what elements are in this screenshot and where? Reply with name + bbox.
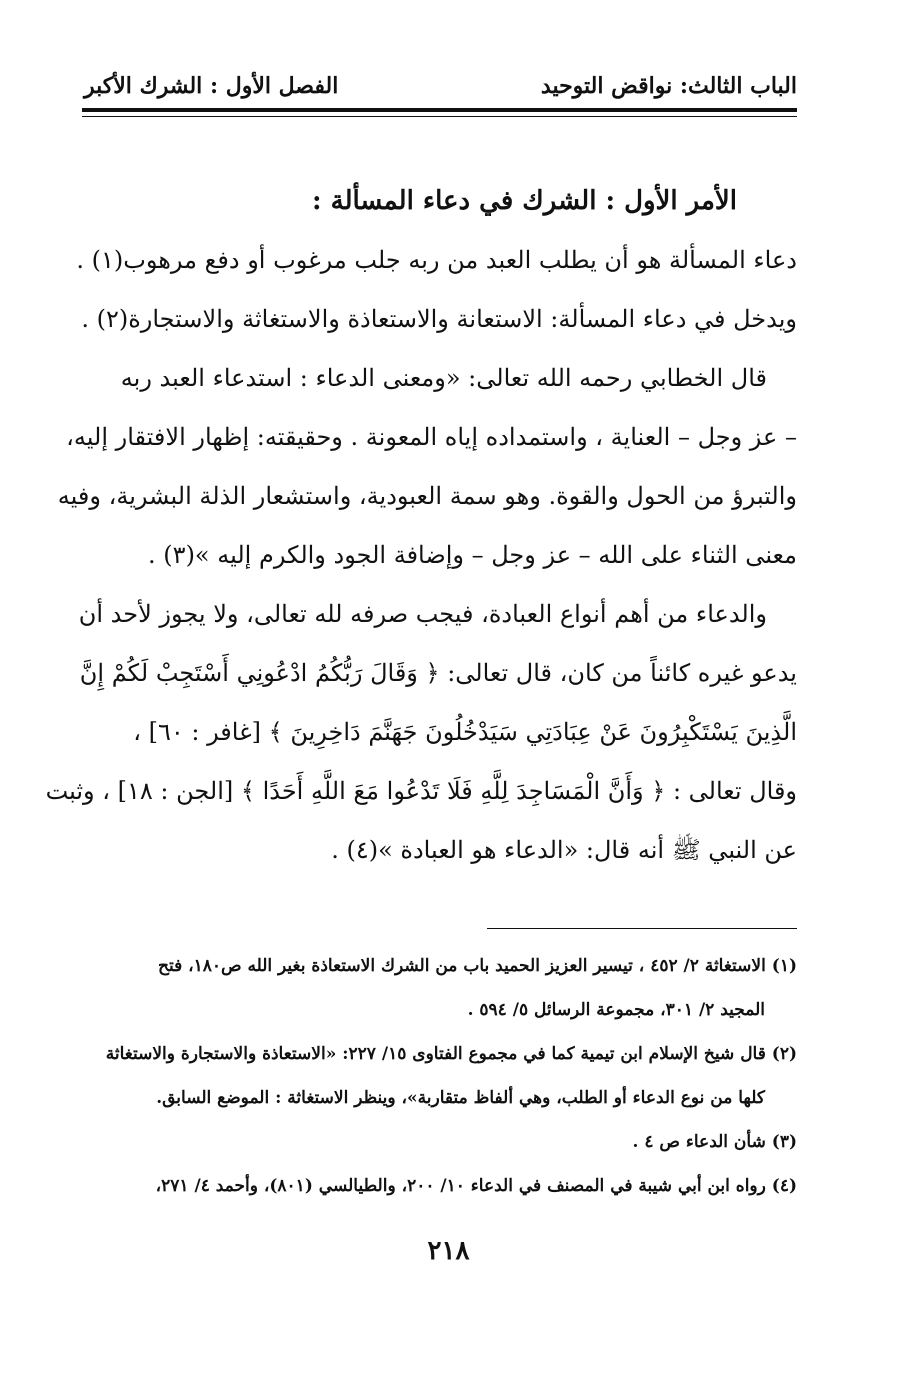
footnote-2: (٢) قال شيخ الإسلام ابن تيمية كما في مجموع الفتاوى ١٥/ ٢٢٧: «الاستعاذة والاستجارة والاستغاثة: [105, 1044, 797, 1064]
running-header: [84, 70, 797, 102]
body-line-2: ويدخل في دعاء المسألة: الاستعانة والاستعاذة والاستغاثة والاستجارة(٢) .: [81, 305, 797, 333]
body-line-7: والدعاء من أهم أنواع العبادة، فيجب صرفه لله تعالى، ولا يجوز لأحد أن: [78, 600, 767, 628]
footnote-1: (١) الاستغاثة ٢/ ٤٥٢ ، تيسير العزيز الحميد باب من الشرك الاستعاذة بغير الله ص١٨٠، فتح: [157, 956, 797, 976]
footnote-separator: [487, 928, 797, 929]
header-rule-thick: [82, 108, 797, 112]
footnote-1-continued: المجيد ٢/ ٣٠١، مجموعة الرسائل ٥/ ٥٩٤ .: [467, 1000, 765, 1020]
body-line-3: قال الخطابي رحمه الله تعالى: «ومعنى الدعاء : استدعاء العبد ربه: [120, 364, 767, 392]
body-line-4: – عز وجل – العناية ، واستمداده إياه المعونة . وحقيقته: إظهار الافتقار إليه،: [66, 423, 797, 451]
body-line-9: الَّذِينَ يَسْتَكْبِرُونَ عَنْ عِبَادَتِي سَيَدْخُلُونَ جَهَنَّمَ دَاخِرِينَ ﴾ [غافر : ٦٠] ،: [133, 718, 797, 746]
footnotes: [84, 944, 797, 1208]
body-line-5: والتبرؤ من الحول والقوة. وهو سمة العبودية، واستشعار الذلة البشرية، وفيه: [57, 482, 797, 510]
body-line-11: عن النبي ﷺ أنه قال: «الدعاء هو العبادة »(٤) .: [331, 836, 797, 864]
chapter-title: الباب الثالث: نواقض التوحيد: [540, 73, 797, 99]
header-rule-thin: [82, 116, 797, 117]
body-line-6: معنى الثناء على الله – عز وجل – وإضافة الجود والكرم إليه »(٣) .: [148, 541, 797, 569]
page-number: ٢١٨: [427, 1236, 470, 1266]
main-text: [45, 172, 797, 880]
body-line-1: دعاء المسألة هو أن يطلب العبد من ربه جلب مرغوب أو دفع مرهوب(١) .: [76, 246, 797, 274]
body-line-10: وقال تعالى : ﴿ وَأَنَّ الْمَسَاجِدَ لِلَّهِ فَلَا تَدْعُوا مَعَ اللَّهِ أَحَدًا ﴾ [الجن : ١٨] ، وثبت: [45, 777, 797, 805]
footnote-2-continued: كلها من نوع الدعاء أو الطلب، وهي ألفاظ متقاربة»، وينظر الاستغاثة : الموضع السابق.: [156, 1088, 765, 1108]
footnote-3: (٣) شأن الدعاء ص ٤ .: [632, 1132, 797, 1152]
body-line-8: يدعو غيره كائناً من كان، قال تعالى: ﴿ وَقَالَ رَبُّكُمُ ادْعُونِي أَسْتَجِبْ لَكُمْ إِنَّ: [79, 659, 797, 687]
section-heading: الأمر الأول : الشرك في دعاء المسألة :: [312, 186, 737, 216]
section-title: الفصل الأول : الشرك الأكبر: [84, 73, 339, 99]
footnote-4: (٤) رواه ابن أبي شيبة في المصنف في الدعاء ١٠/ ٢٠٠، والطيالسي (٨٠١)، وأحمد ٤/ ٢٧١،: [155, 1176, 797, 1196]
